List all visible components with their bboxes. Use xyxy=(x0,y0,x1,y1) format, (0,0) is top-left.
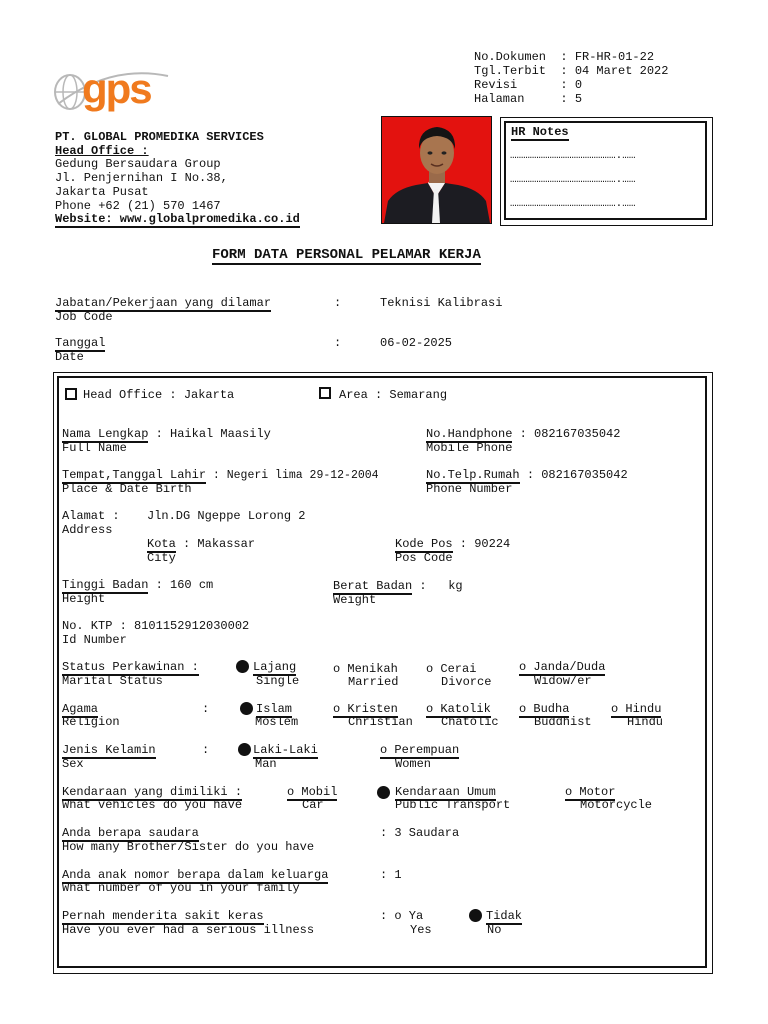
doc-issue-date: Tgl.Terbit : 04 Maret 2022 xyxy=(474,64,669,78)
address-line-2: Jl. Penjernihan I No.38, xyxy=(55,171,228,185)
marital-single-radio-selected[interactable] xyxy=(236,660,249,673)
marital-divorce-sublabel: Divorce xyxy=(441,675,492,689)
hr-notes-line-3[interactable]: ………………………………………….…… xyxy=(510,198,636,210)
religion-islam-sublabel: Moslem xyxy=(255,715,299,729)
date-colon: : xyxy=(334,336,342,350)
marital-divorce-option[interactable]: o Cerai xyxy=(426,662,477,676)
vehicle-sublabel: What vehicles do you have xyxy=(62,798,243,812)
child-order-label: Anda anak nomor berapa dalam keluarga xyxy=(62,868,329,882)
person-photo-icon xyxy=(382,117,491,223)
postcode-label: Kode Pos xyxy=(395,537,453,551)
area-checkbox[interactable] xyxy=(319,387,331,399)
weight-row xyxy=(333,579,463,593)
address-sublabel: Address xyxy=(62,523,113,537)
birth-label: Tempat,Tanggal Lahir xyxy=(62,468,207,482)
height-value[interactable]: : 160 cm xyxy=(148,578,214,592)
postcode-row xyxy=(395,537,510,551)
mobile-row xyxy=(426,427,620,441)
date-value[interactable]: 06-02-2025 xyxy=(380,336,453,350)
hr-notes-line-1[interactable]: ………………………………………….…… xyxy=(510,150,636,162)
full-name-row xyxy=(62,427,271,441)
applicant-photo xyxy=(381,116,492,224)
sex-colon: : xyxy=(202,743,210,757)
city-label: Kota xyxy=(147,537,176,551)
marital-single-option: Lajang xyxy=(253,660,297,674)
postcode-value[interactable]: : 90224 xyxy=(452,537,511,551)
mobile-label: No.Handphone xyxy=(426,427,513,441)
date-label: Tanggal xyxy=(55,336,106,350)
id-number[interactable]: No. KTP : 8101152912030002 xyxy=(62,619,250,633)
religion-islam-radio-selected[interactable] xyxy=(240,702,253,715)
full-name-value[interactable]: : Haikal Maasily xyxy=(148,427,271,441)
city-value[interactable]: : Makassar xyxy=(175,537,256,551)
doc-revision: Revisi : 0 xyxy=(474,78,583,92)
job-label: Jabatan/Pekerjaan yang dilamar xyxy=(55,296,272,310)
sex-label: Jenis Kelamin xyxy=(62,743,156,757)
sex-sublabel: Sex xyxy=(62,757,84,771)
vehicle-car-sublabel: Car xyxy=(302,798,324,812)
head-office-label: Head Office : xyxy=(55,144,149,158)
home-phone-sublabel: Phone Number xyxy=(426,482,513,496)
siblings-value[interactable]: : 3 Saudara xyxy=(380,826,460,840)
religion-catholic-option[interactable]: o Katolik xyxy=(426,702,491,716)
birth-row xyxy=(62,468,379,483)
marital-single-sublabel: Single xyxy=(256,674,300,688)
religion-hindu-sublabel: Hindu xyxy=(627,715,664,729)
head-office-option: Head Office : Jakarta xyxy=(83,388,235,402)
religion-catholic-sublabel: Chatolic xyxy=(441,715,499,729)
form-title: FORM DATA PERSONAL PELAMAR KERJA xyxy=(212,247,481,263)
sex-female-sublabel: Women xyxy=(395,757,432,771)
address-line-1: Gedung Bersaudara Group xyxy=(55,157,221,171)
vehicle-motor-sublabel: Motorcycle xyxy=(580,798,653,812)
religion-label: Agama xyxy=(62,702,99,716)
weight-sublabel: Weight xyxy=(333,593,377,607)
birth-value[interactable]: : Negeri lima 29-12-2004 xyxy=(206,469,379,482)
logo-text: gps xyxy=(82,65,151,112)
religion-buddha-option[interactable]: o Budha xyxy=(519,702,570,716)
hr-notes-title: HR Notes xyxy=(511,125,569,139)
sex-male-radio-selected[interactable] xyxy=(238,743,251,756)
religion-islam-option: Islam xyxy=(256,702,293,716)
illness-no-option: Tidak xyxy=(486,909,523,923)
marital-widow-sublabel: Widow/er xyxy=(534,674,592,688)
home-phone-label: No.Telp.Rumah xyxy=(426,468,520,482)
religion-sublabel: Religion xyxy=(62,715,120,729)
job-colon: : xyxy=(334,296,342,310)
siblings-label: Anda berapa saudara xyxy=(62,826,199,840)
sex-female-option[interactable]: o Perempuan xyxy=(380,743,460,757)
height-sublabel: Height xyxy=(62,592,106,606)
company-phone: Phone +62 (21) 570 1467 xyxy=(55,199,221,213)
company-logo xyxy=(50,64,175,116)
religion-colon: : xyxy=(202,702,210,716)
company-website: Website: www.globalpromedika.co.id xyxy=(55,212,300,226)
id-number-sublabel: Id Number xyxy=(62,633,127,647)
address-value[interactable]: Jln.DG Ngeppe Lorong 2 xyxy=(147,509,306,523)
head-office-checkbox[interactable] xyxy=(65,388,77,400)
vehicle-label: Kendaraan yang dimiliki : xyxy=(62,785,243,799)
doc-page: Halaman : 5 xyxy=(474,92,583,106)
marital-label xyxy=(62,660,199,674)
height-label: Tinggi Badan xyxy=(62,578,149,592)
child-order-sublabel: What number of you in your family xyxy=(62,881,300,895)
sex-male-option: Laki-Laki xyxy=(253,743,318,757)
address-line-3: Jakarta Pusat xyxy=(55,185,149,199)
mobile-sublabel: Mobile Phone xyxy=(426,441,513,455)
illness-no-sublabel: No xyxy=(487,923,502,937)
marital-married-sublabel: Married xyxy=(348,675,399,689)
city-sublabel: City xyxy=(147,551,176,565)
siblings-sublabel: How many Brother/Sister do you have xyxy=(62,840,315,854)
marital-widow-option[interactable]: o Janda/Duda xyxy=(519,660,606,674)
full-name-label: Nama Lengkap xyxy=(62,427,149,441)
religion-christian-sublabel: Christian xyxy=(348,715,413,729)
home-phone-value[interactable]: : 082167035042 xyxy=(519,468,628,482)
religion-christian-option[interactable]: o Kristen xyxy=(333,702,398,716)
job-sublabel: Job Code xyxy=(55,310,113,324)
marital-married-option[interactable]: o Menikah xyxy=(333,662,398,676)
birth-sublabel: Place & Date Birth xyxy=(62,482,192,496)
illness-sublabel: Have you ever had a serious illness xyxy=(62,923,315,937)
postcode-sublabel: Pos Code xyxy=(395,551,453,565)
vehicle-public-radio-selected[interactable] xyxy=(377,786,390,799)
mobile-value[interactable]: : 082167035042 xyxy=(512,427,621,441)
vehicle-public-option: Kendaraan Umum xyxy=(395,785,496,799)
vehicle-public-sublabel: Public Transport xyxy=(395,798,511,812)
religion-hindu-option[interactable]: o Hindu xyxy=(611,702,662,716)
hr-notes-line-2[interactable]: ………………………………………….…… xyxy=(510,174,636,186)
illness-yes-sublabel: Yes xyxy=(410,923,432,937)
marital-label-text: Status Perkawinan : xyxy=(62,660,199,674)
illness-label: Pernah menderita sakit keras xyxy=(62,909,264,923)
marital-sublabel: Marital Status xyxy=(62,674,163,688)
vehicle-car-option[interactable]: o Mobil xyxy=(287,785,338,799)
religion-buddha-sublabel: Buddhist xyxy=(534,715,592,729)
doc-number: No.Dokumen : FR-HR-01-22 xyxy=(474,50,655,64)
height-row xyxy=(62,578,213,592)
date-sublabel: Date xyxy=(55,350,84,364)
job-value[interactable]: Teknisi Kalibrasi xyxy=(380,296,503,310)
city-row xyxy=(147,537,255,551)
vehicle-motor-option[interactable]: o Motor xyxy=(565,785,616,799)
full-name-sublabel: Full Name xyxy=(62,441,127,455)
address-label: Alamat : xyxy=(62,509,120,523)
weight-value[interactable]: : kg xyxy=(412,579,463,593)
illness-yes-option[interactable]: : o Ya xyxy=(380,909,424,923)
home-phone-row xyxy=(426,468,628,482)
child-order-value[interactable]: : 1 xyxy=(380,868,402,882)
company-name: PT. GLOBAL PROMEDIKA SERVICES xyxy=(55,130,264,144)
area-option: Area : Semarang xyxy=(339,388,448,402)
sex-male-sublabel: Man xyxy=(255,757,277,771)
illness-no-radio-selected[interactable] xyxy=(469,909,482,922)
weight-label: Berat Badan xyxy=(333,579,413,593)
